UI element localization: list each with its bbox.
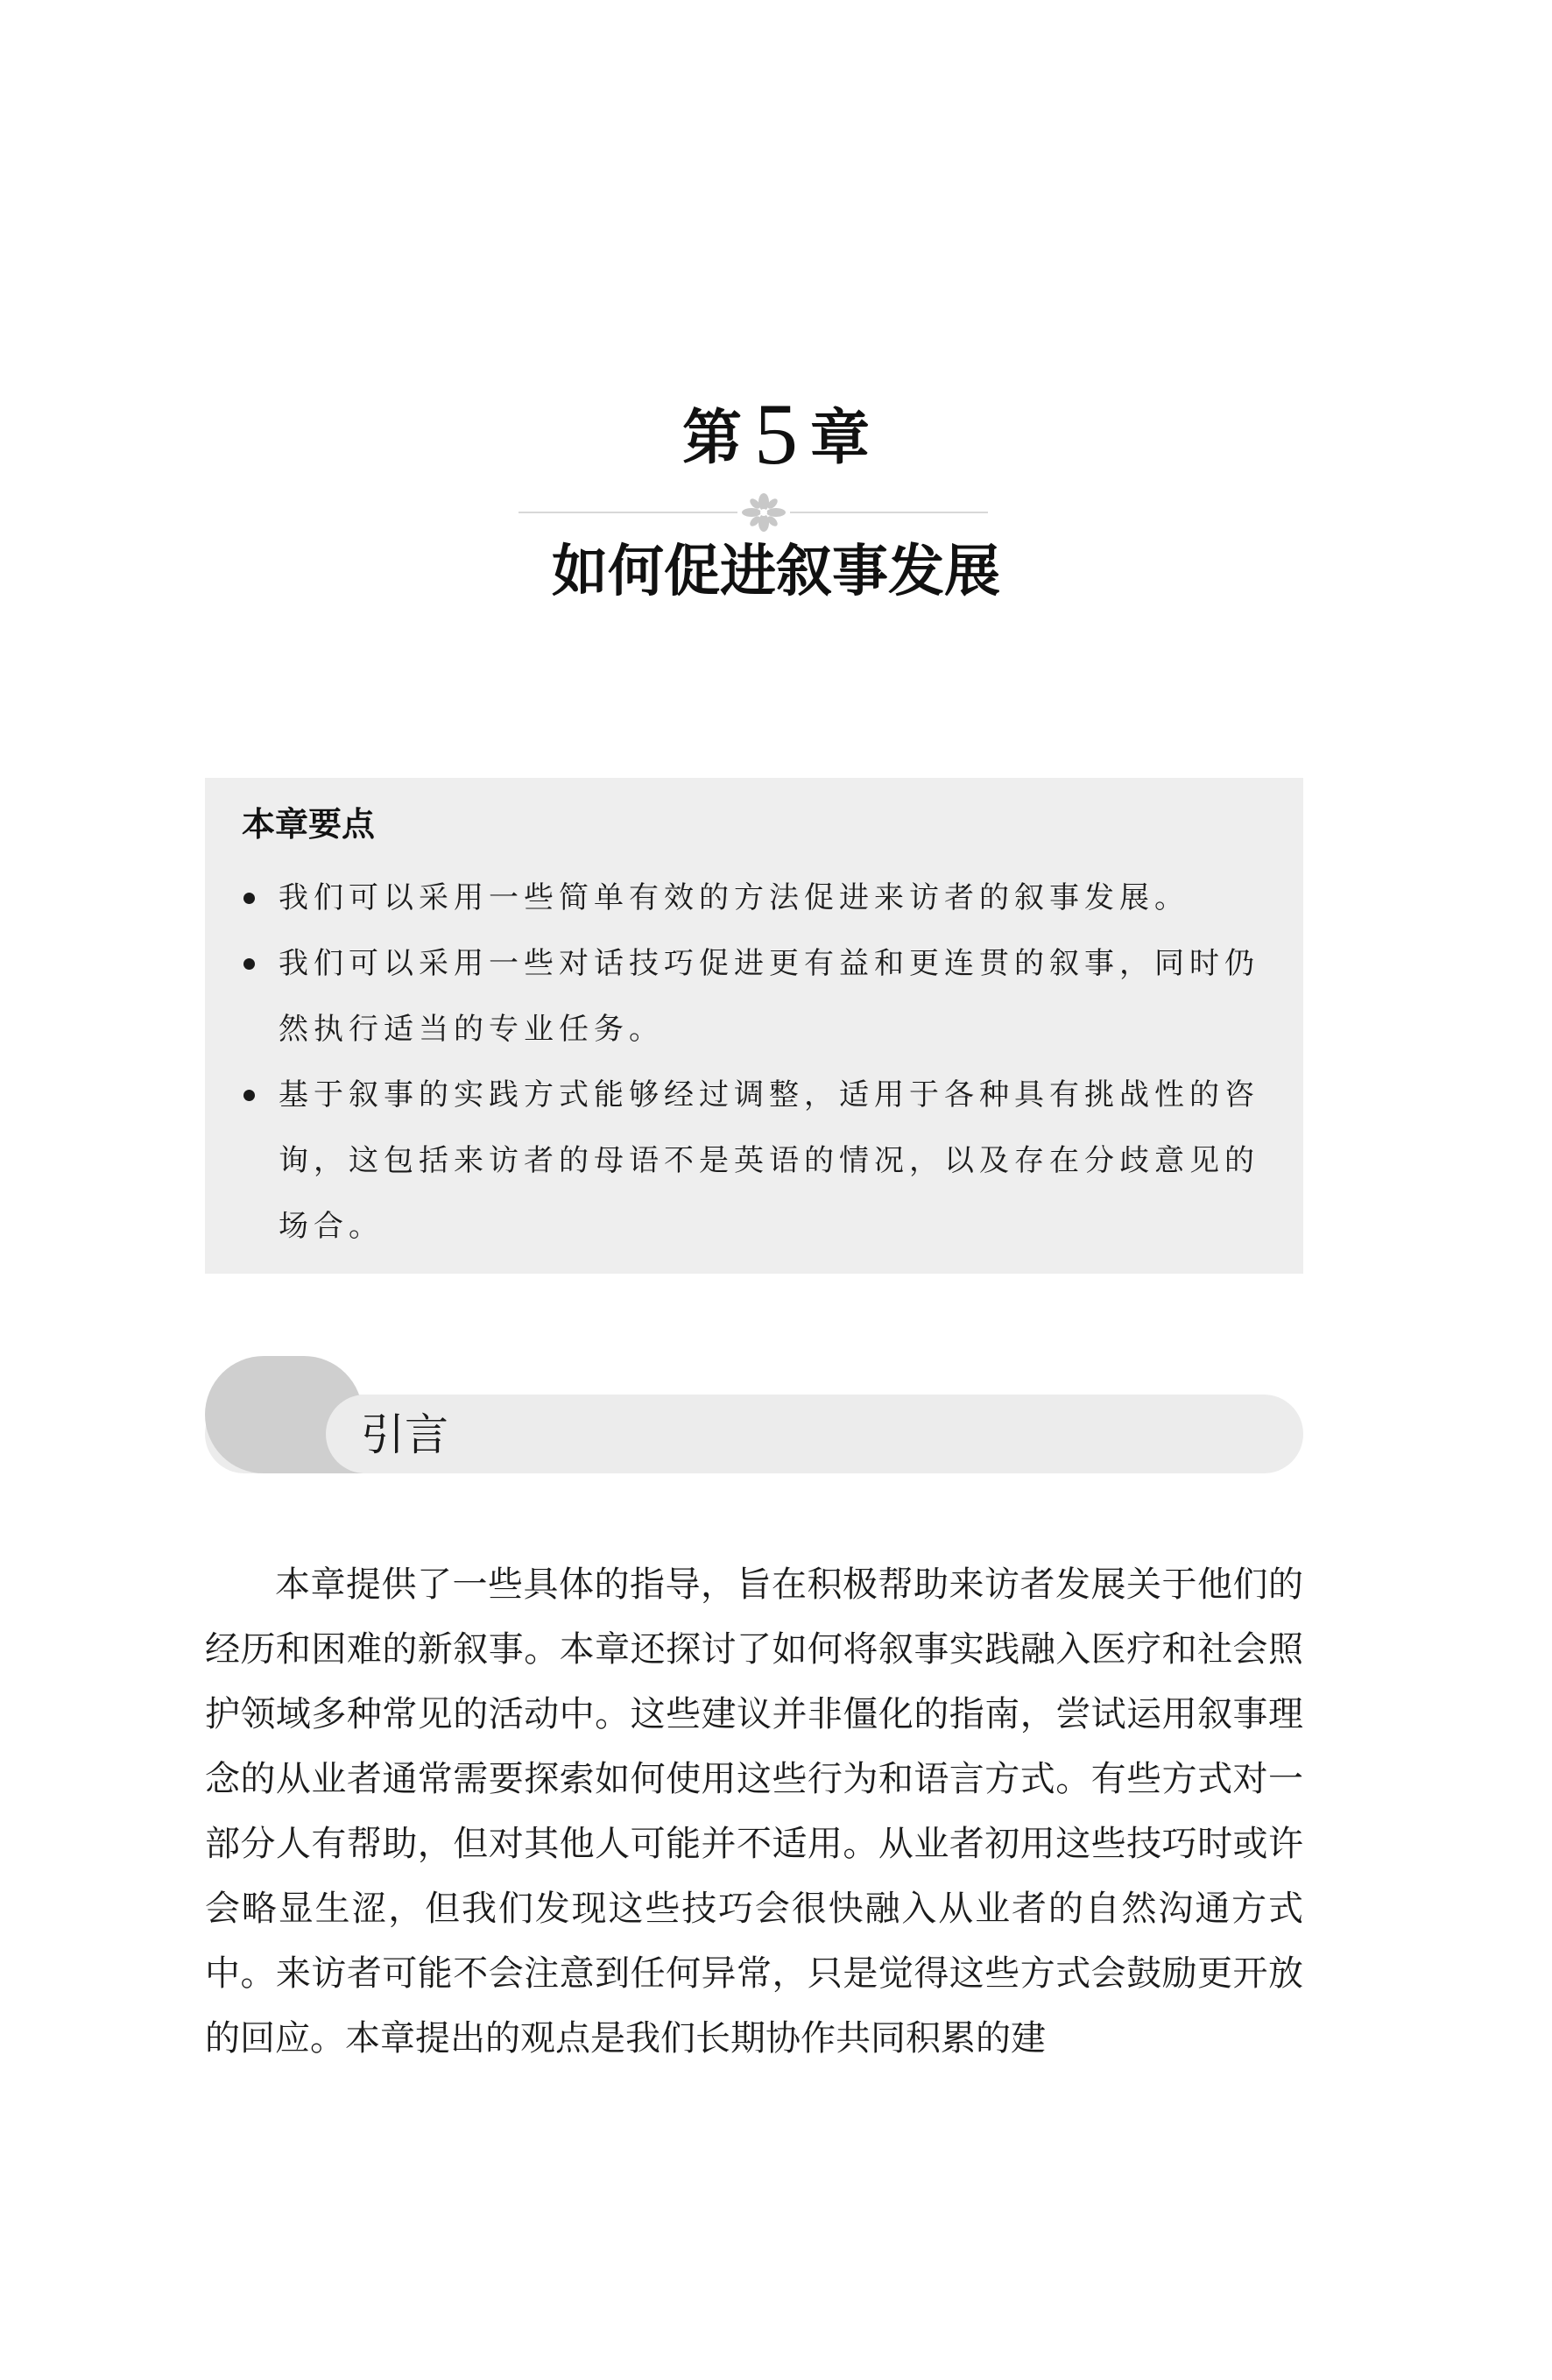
bullet-dot-icon	[243, 1090, 255, 1101]
divider-left	[519, 512, 737, 513]
key-point-item	[205, 1063, 1303, 1260]
chapter-suffix: 章	[810, 403, 871, 473]
key-point-text: 我们可以采用一些对话技巧促进更有益和更连贯的叙事，同时仍然执行适当的专业任务。	[279, 946, 1259, 1047]
key-point-text: 我们可以采用一些简单有效的方法促进来访者的叙事发展。	[279, 880, 1189, 915]
key-points-list	[205, 865, 1303, 1260]
bullet-dot-icon	[243, 893, 255, 904]
chapter-title: 如何促进叙事发展	[552, 539, 1000, 604]
chapter-heading	[0, 385, 1552, 482]
key-point-item	[205, 865, 1303, 931]
key-point-item	[205, 931, 1303, 1063]
key-points-heading: 本章要点	[242, 804, 376, 844]
body-paragraph: 本章提供了一些具体的指导，旨在积极帮助来访者发展关于他们的经历和困难的新叙事。本章还探讨了如何将叙事实践融入医疗和社会照护领域多种常见的活动中。这些建议并非僵化的指南，尝试运用叙事理念的从业者通常需要探索如何使用这些行为和语言方式。有些方式对一部分人有帮助，但对其他人可能并不适用。从业者初用这些技巧时或许会略显生涩，但我们发现这些技巧会很快融入从业者的自然沟通方式中。来访者可能不会注意到任何异常，只是觉得这些方式会鼓励更开放的回应。本章提出的观点是我们长期协作共同积累的建	[205, 1564, 1303, 2059]
bullet-dot-icon	[243, 958, 255, 970]
key-points-box	[205, 778, 1303, 1274]
section-title: 引言	[361, 1409, 448, 1460]
divider-right	[790, 512, 988, 513]
chapter-prefix: 第	[681, 403, 742, 473]
floral-ornament-icon	[741, 492, 787, 533]
chapter-number: 5	[754, 385, 798, 483]
key-point-text: 基于叙事的实践方式能够经过调整，适用于各种具有挑战性的咨询，这包括来访者的母语不是英语的情况，以及存在分歧意见的场合。	[279, 1077, 1259, 1244]
